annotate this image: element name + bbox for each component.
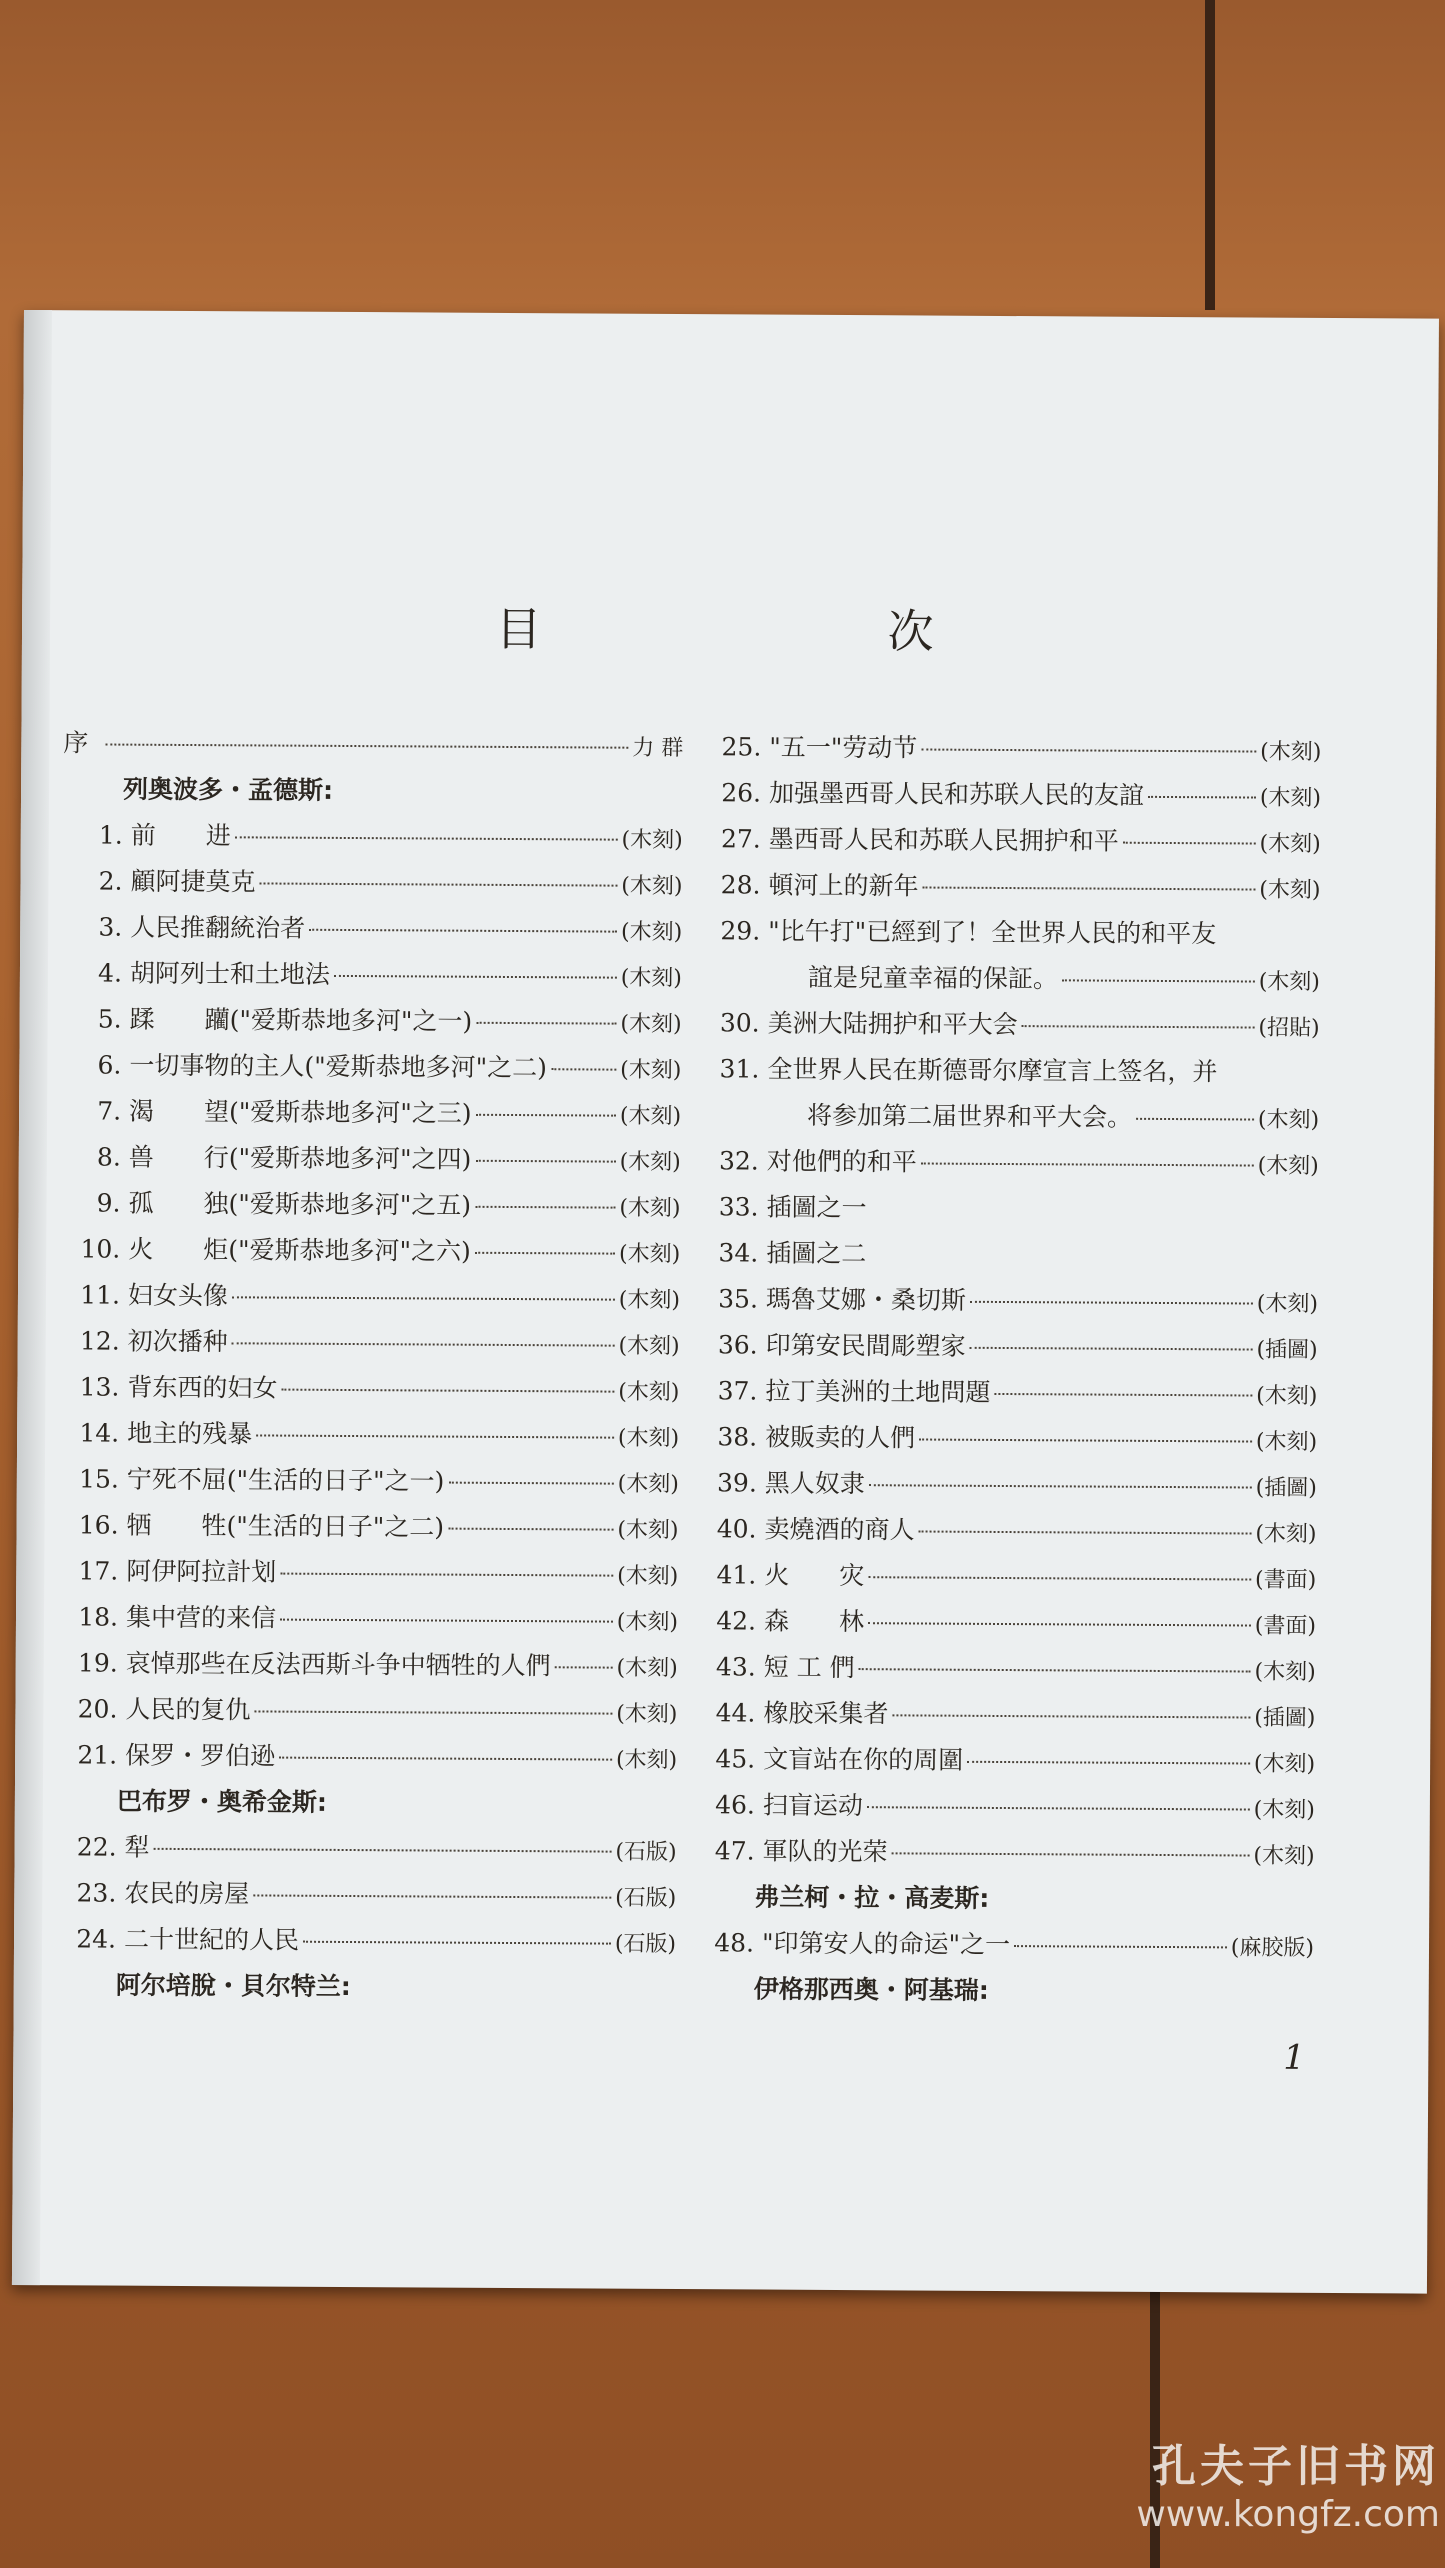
leader-dots <box>235 836 618 840</box>
entry-number: 42. <box>716 1606 757 1636</box>
toc-entry <box>61 1042 681 1092</box>
toc-entry <box>58 1594 678 1644</box>
entry-title: 墨西哥人民和苏联人民拥护和平 <box>768 824 1119 856</box>
leader-dots <box>448 1482 613 1485</box>
entry-title: 橡胶采集者 <box>763 1698 889 1729</box>
entry-technique: (木刻) <box>616 1609 679 1636</box>
toc-entry <box>694 1920 1314 1970</box>
entry-title: 农民的房屋 <box>124 1878 250 1909</box>
entry-number: 3. <box>98 912 123 942</box>
entry-number: 27. <box>720 824 761 854</box>
toc-entry <box>59 1364 679 1414</box>
entry-title: 阿伊阿拉計划 <box>126 1556 277 1587</box>
entry-number: 34. <box>718 1238 759 1268</box>
leader-dots <box>309 929 617 933</box>
artist-heading: 弗兰柯・拉・高麦斯: <box>754 1882 990 1913</box>
entry-number: 6. <box>97 1050 122 1080</box>
leader-dots <box>555 1666 613 1668</box>
toc-entry <box>696 1644 1316 1694</box>
entry-number: 18. <box>78 1602 119 1632</box>
preface-author: 力 群 <box>632 735 684 762</box>
entry-title: 宁死不屈("生活的日子"之一) <box>126 1464 445 1496</box>
leader-dots <box>859 1668 1251 1672</box>
leader-dots <box>921 1162 1254 1166</box>
entry-technique: (木刻) <box>616 1701 678 1728</box>
entry-title: 扫盲运动 <box>762 1790 863 1821</box>
entry-title: 初次播种 <box>127 1326 228 1357</box>
entry-number: 29. <box>720 916 761 946</box>
entry-title: 牺 牲("生活的日子"之二) <box>126 1510 445 1542</box>
entry-title: 插圖之一 <box>766 1192 867 1223</box>
leader-dots <box>232 1296 615 1300</box>
leader-dots <box>280 1619 613 1623</box>
toc-entry <box>695 1782 1315 1832</box>
entry-technique: (木刻) <box>1259 831 1321 857</box>
entry-title: 蹂 躪("爱斯恭地多河"之一) <box>129 1004 473 1036</box>
toc-left-column <box>56 720 684 2012</box>
entry-title: 加强墨西哥人民和苏联人民的友誼 <box>768 778 1145 810</box>
entry-number: 46. <box>715 1790 755 1820</box>
entry-title: 集中营的来信 <box>125 1602 277 1633</box>
entry-number: 48. <box>714 1928 755 1958</box>
leader-dots <box>868 1576 1251 1580</box>
toc-entry <box>57 1732 677 1782</box>
entry-title: 人民推翻統治者 <box>130 912 306 943</box>
leader-dots <box>448 1528 613 1531</box>
toc-entry <box>696 1598 1316 1648</box>
entry-number: 41. <box>716 1560 757 1590</box>
entry-technique: (石版) <box>615 1885 677 1912</box>
entry-technique: (木刻) <box>1253 1797 1315 1823</box>
entry-technique: (木刻) <box>618 1287 681 1314</box>
toc-entry <box>694 1828 1314 1878</box>
entry-number: 38. <box>717 1422 758 1452</box>
entry-title: 二十世紀的人民 <box>123 1924 300 1955</box>
leader-dots <box>303 1941 611 1945</box>
toc-entry <box>60 1272 680 1322</box>
entry-technique: (木刻) <box>619 1149 681 1176</box>
watermark-text: 孔夫子旧书网 <box>1152 2441 1440 2492</box>
entry-title: 文盲站在你的周圍 <box>763 1744 964 1775</box>
entry-technique: (木刻) <box>1255 1521 1317 1547</box>
entry-title: 瑪魯艾娜・桑切斯 <box>765 1284 967 1315</box>
entry-title: 犁 <box>124 1832 150 1862</box>
toc-entry <box>62 858 682 908</box>
entry-technique: (木刻) <box>1257 1107 1320 1133</box>
entry-technique: (木刻) <box>620 1057 682 1084</box>
toc-entry <box>695 1736 1315 1786</box>
entry-title: 插圖之二 <box>766 1238 867 1269</box>
artist-heading: 巴布罗・奥希金斯: <box>116 1786 327 1817</box>
leader-dots <box>475 1252 615 1255</box>
entry-title: 火 灾 <box>764 1560 865 1591</box>
entry-number: 2. <box>98 866 123 896</box>
entry-technique: (木刻) <box>619 1103 682 1130</box>
entry-title: 火 炬("爱斯恭地多河"之六) <box>128 1234 471 1266</box>
toc-entry <box>696 1552 1316 1602</box>
entry-title: 渴 望("爱斯恭地多河"之三) <box>129 1096 472 1128</box>
entry-technique: (木刻) <box>1260 739 1322 765</box>
entry-title: 印第安民間彫塑家 <box>765 1330 966 1361</box>
toc-entry <box>696 1506 1316 1556</box>
preface-entry <box>63 720 683 770</box>
entry-technique: (麻胶版) <box>1230 1935 1315 1961</box>
leader-dots <box>279 1757 612 1761</box>
toc-entry <box>698 1184 1318 1234</box>
toc-entry <box>698 1276 1318 1326</box>
preface-label: 序 <box>63 728 89 758</box>
toc-entry <box>697 1414 1317 1464</box>
entry-title: 森 林 <box>763 1606 865 1637</box>
entry-number: 30. <box>719 1008 760 1038</box>
entry-number: 23. <box>76 1878 117 1908</box>
toc-entry <box>699 1138 1319 1188</box>
entry-technique: (木刻) <box>621 873 683 900</box>
toc-entry <box>59 1410 679 1460</box>
entry-title: 卖燒酒的商人 <box>764 1514 915 1545</box>
entry-technique: (插圖) <box>1256 1337 1318 1363</box>
leader-dots <box>869 1484 1252 1488</box>
entry-technique: (插圖) <box>1255 1475 1317 1501</box>
leader-dots <box>334 975 617 979</box>
entry-title: 哀悼那些在反法西斯斗争中牺牲的人們 <box>125 1648 551 1681</box>
leader-dots <box>254 1710 612 1714</box>
leader-dots <box>970 1347 1253 1351</box>
entry-technique: (木刻) <box>1256 1383 1318 1409</box>
entry-title: 短 工 們 <box>763 1652 855 1683</box>
entry-number: 10. <box>80 1234 121 1264</box>
leader-dots <box>551 1068 616 1070</box>
leader-dots <box>922 886 1255 890</box>
toc-entry <box>58 1640 678 1690</box>
entry-title: 黑人奴隶 <box>764 1468 865 1499</box>
leader-dots <box>1148 796 1256 799</box>
wood-seam <box>1205 0 1215 310</box>
entry-number: 7. <box>97 1096 122 1126</box>
toc-entry <box>701 816 1321 866</box>
toc-entry <box>701 770 1321 820</box>
entry-technique: (木刻) <box>617 1471 679 1498</box>
entry-technique: (木刻) <box>619 1195 681 1222</box>
entry-number: 32. <box>718 1146 759 1176</box>
entry-title: 保罗・罗伯逊 <box>125 1740 276 1771</box>
entry-title: "五一"劳动节 <box>769 732 918 763</box>
entry-number: 11. <box>80 1280 121 1310</box>
leader-dots <box>475 1160 615 1163</box>
leader-dots <box>280 1573 613 1577</box>
entry-number: 37. <box>717 1376 758 1406</box>
leader-dots <box>476 1114 616 1117</box>
entry-title: 一切事物的主人("爱斯恭地多河"之二) <box>129 1050 547 1083</box>
entry-number: 1. <box>98 820 123 850</box>
toc-entry <box>700 1000 1320 1050</box>
leader-dots <box>475 1206 615 1209</box>
leader-dots <box>919 1438 1252 1442</box>
entry-number: 14. <box>79 1418 120 1448</box>
entry-number: 44. <box>715 1698 756 1728</box>
entry-title: "比午打"已經到了！全世界人民的和平友 <box>768 916 1217 949</box>
entry-technique: (木刻) <box>1257 1153 1319 1179</box>
entry-number: 47. <box>714 1836 755 1866</box>
entry-number: 21. <box>77 1740 118 1770</box>
entry-technique: (木刻) <box>618 1379 680 1406</box>
leader-dots <box>1014 1945 1227 1948</box>
leader-dots <box>892 1714 1250 1718</box>
entry-technique: (木刻) <box>1253 1843 1315 1869</box>
entry-technique: (木刻) <box>615 1747 678 1774</box>
entry-technique: (木刻) <box>621 827 683 854</box>
toc-entry <box>56 1870 676 1920</box>
toc-entry <box>699 1046 1319 1096</box>
entry-number: 25. <box>721 732 762 762</box>
entry-number: 20. <box>77 1694 118 1724</box>
entry-technique: (木刻) <box>1259 877 1321 903</box>
toc-entry <box>700 954 1320 1004</box>
entry-title: 頓河上的新年 <box>768 870 919 901</box>
toc-entry <box>56 1916 676 1966</box>
entry-number: 13. <box>79 1372 120 1402</box>
entry-technique: (木刻) <box>617 1563 679 1590</box>
leader-dots <box>892 1852 1250 1856</box>
entry-title: 将参加第二届世界和平大会。 <box>807 1100 1133 1132</box>
entry-title: 妇女头像 <box>127 1280 229 1311</box>
leader-dots <box>1136 1118 1254 1121</box>
toc-entry <box>60 1318 680 1368</box>
entry-number: 8. <box>96 1142 121 1172</box>
toc-entry <box>62 996 682 1046</box>
leader-dots <box>1123 842 1256 845</box>
toc-entry <box>699 1092 1319 1142</box>
book-page <box>12 310 1439 2294</box>
leader-dots <box>253 1894 611 1898</box>
entry-number: 24. <box>76 1924 117 1954</box>
entry-title: 軍队的光荣 <box>762 1836 888 1867</box>
entry-title: 胡阿列士和土地法 <box>129 958 331 989</box>
toc-entry <box>61 1134 681 1184</box>
artist-heading: 阿尔培脫・貝尔特兰: <box>115 1970 351 2002</box>
entry-technique: (木刻) <box>1259 785 1322 811</box>
entry-technique: (石版) <box>615 1839 677 1866</box>
entry-number: 31. <box>719 1054 760 1084</box>
entry-technique: (招貼) <box>1258 1015 1320 1041</box>
entry-title: 兽 行("爱斯恭地多河"之四) <box>128 1142 472 1174</box>
entry-number: 5. <box>97 1004 122 1034</box>
entry-number: 39. <box>716 1468 757 1498</box>
entry-title: 孤 独("爱斯恭地多河"之五) <box>128 1188 472 1220</box>
entry-number: 35. <box>718 1284 759 1314</box>
entry-title: "印第安人的命运"之一 <box>761 1928 1011 1960</box>
entry-title: 顧阿捷莫克 <box>130 866 256 897</box>
toc-entry <box>700 908 1320 958</box>
entry-title: 对他們的和平 <box>766 1146 917 1177</box>
toc-entry <box>60 1180 680 1230</box>
entry-technique: (書面) <box>1254 1613 1317 1639</box>
entry-technique: (木刻) <box>617 1425 680 1452</box>
entry-number: 16. <box>78 1510 119 1540</box>
entry-title: 地主的残暴 <box>127 1418 253 1449</box>
entry-technique: (木刻) <box>1256 1291 1319 1317</box>
entry-technique: (書面) <box>1255 1567 1317 1593</box>
entry-technique: (木刻) <box>618 1241 681 1268</box>
leader-dots <box>260 882 618 886</box>
toc-entry <box>697 1460 1317 1510</box>
entry-number: 17. <box>78 1556 119 1586</box>
toc-right-column <box>694 724 1322 2016</box>
leader-dots <box>281 1389 614 1393</box>
leader-dots <box>1022 1025 1255 1028</box>
leader-dots <box>232 1342 615 1346</box>
entry-technique: (木刻) <box>1255 1429 1318 1455</box>
entry-number: 12. <box>79 1326 120 1356</box>
entry-technique: (木刻) <box>620 965 683 992</box>
leader-dots <box>970 1301 1253 1305</box>
leader-dots <box>967 1761 1250 1765</box>
entry-number: 43. <box>715 1652 756 1682</box>
leader-dots <box>105 744 628 749</box>
artist-heading: 列奥波多・孟德斯: <box>122 774 334 805</box>
toc-entry <box>62 950 682 1000</box>
entry-title: 人民的复仇 <box>125 1694 251 1725</box>
leader-dots <box>154 1848 612 1853</box>
entry-number: 4. <box>98 958 123 988</box>
toc-entry <box>701 724 1321 774</box>
toc-entry <box>698 1322 1318 1372</box>
entry-number: 26. <box>721 778 762 808</box>
toc-entry <box>695 1690 1315 1740</box>
entry-technique: (木刻) <box>616 1655 678 1682</box>
entry-technique: (石版) <box>614 1931 677 1958</box>
entry-title: 全世界人民在斯德哥尔摩宣言上签名，并 <box>767 1054 1218 1087</box>
artist-heading: 伊格那西奥・阿基瑞: <box>753 1974 989 2005</box>
entry-technique: (木刻) <box>620 1011 682 1038</box>
page-number: 1 <box>1283 2037 1306 2078</box>
entry-number: 19. <box>77 1648 118 1678</box>
leader-dots <box>476 1022 616 1025</box>
entry-technique: (木刻) <box>620 919 683 946</box>
entry-technique: (插圖) <box>1254 1705 1316 1731</box>
toc-entry <box>60 1226 680 1276</box>
entry-number: 36. <box>717 1330 758 1360</box>
watermark-url: www.kongfz.com <box>1136 2494 1440 2535</box>
toc-entry <box>62 904 682 954</box>
entry-number: 40. <box>716 1514 757 1544</box>
toc-entry <box>58 1502 678 1552</box>
entry-title: 美洲大陆拥护和平大会 <box>767 1008 1018 1040</box>
entry-technique: (木刻) <box>1254 1659 1316 1685</box>
entry-number: 15. <box>79 1464 119 1494</box>
entry-technique: (木刻) <box>1258 969 1320 995</box>
entry-title: 拉丁美洲的土地問題 <box>765 1376 991 1407</box>
entry-number: 33. <box>718 1192 759 1222</box>
leader-dots <box>919 1530 1252 1534</box>
entry-technique: (木刻) <box>618 1333 680 1360</box>
leader-dots <box>921 748 1256 752</box>
entry-number: 45. <box>715 1744 756 1774</box>
toc-entry <box>700 862 1320 912</box>
toc-entry <box>58 1548 678 1598</box>
entry-title: 背东西的妇女 <box>127 1372 278 1403</box>
leader-dots <box>868 1622 1251 1626</box>
toc-entry <box>61 1088 681 1138</box>
entry-number: 28. <box>720 870 761 900</box>
leader-dots <box>1062 979 1255 982</box>
toc-entry <box>57 1686 677 1736</box>
entry-technique: (木刻) <box>1253 1751 1316 1777</box>
watermark <box>1110 2430 1440 2535</box>
entry-title: 被販卖的人們 <box>765 1422 916 1453</box>
toc-entry <box>56 1824 676 1874</box>
toc-entry <box>697 1368 1317 1418</box>
toc-entry <box>63 812 683 862</box>
entry-technique: (木刻) <box>617 1517 679 1544</box>
leader-dots <box>867 1806 1250 1810</box>
toc-entry <box>698 1230 1318 1280</box>
toc-entry <box>59 1456 679 1506</box>
page-title: 目 次 <box>495 601 1084 660</box>
entry-number: 22. <box>76 1832 117 1862</box>
leader-dots <box>994 1393 1252 1397</box>
entry-number: 9. <box>96 1188 121 1218</box>
entry-title: 誼是兒童幸福的保証。 <box>807 962 1059 994</box>
leader-dots <box>256 1434 614 1438</box>
entry-title: 前 进 <box>130 820 231 851</box>
